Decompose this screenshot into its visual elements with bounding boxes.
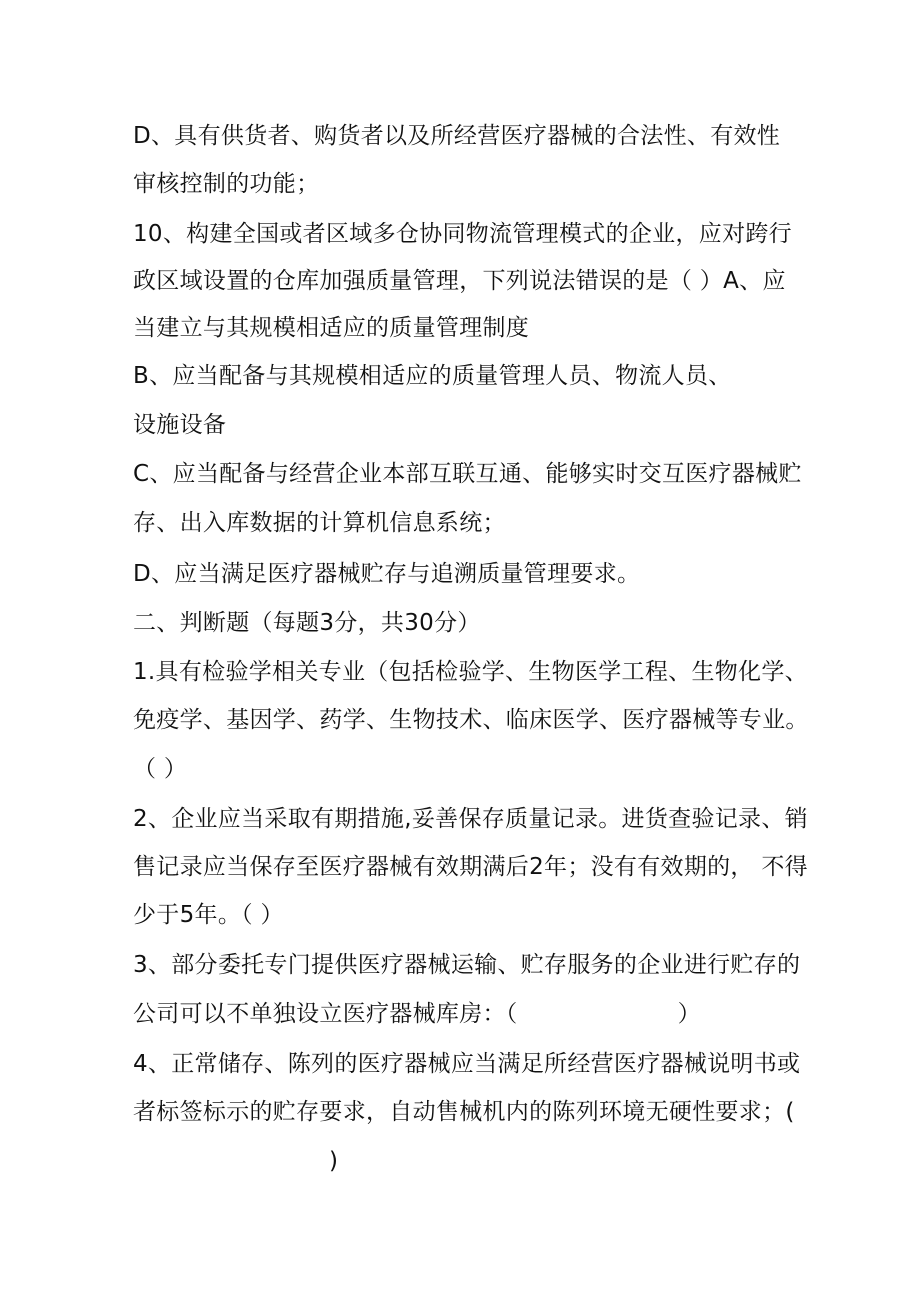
text-line: 2、企业应当采取有期措施,妥善保存质量记录。进货查验记录、销	[133, 806, 808, 832]
text-line: 当建立与其规模相适应的质量管理制度	[133, 315, 530, 341]
text-line: 免疫学、基因学、药学、生物技术、临床医学、医疗器械等专业。	[133, 707, 809, 733]
answer-blank-close: )	[329, 1148, 339, 1174]
text-line: 售记录应当保存至医疗器械有效期满后2年；没有有效期的， 不得	[133, 854, 808, 880]
text-line: 审核控制的功能；	[133, 171, 320, 197]
text-line: 设施设备	[133, 412, 227, 438]
text-line: D、应当满足医疗器械贮存与追溯质量管理要求。	[133, 561, 641, 587]
answer-blank: （ ）	[133, 756, 188, 782]
text-line: 10、构建全国或者区域多仓协同物流管理模式的企业，应对跨行	[133, 221, 792, 247]
text-line: B、应当配备与其规模相适应的质量管理人员、物流人员、	[133, 363, 732, 389]
text-line: 1.具有检验学相关专业（包括检验学、生物医学工程、生物化学、	[133, 659, 808, 685]
text-line	[133, 999, 701, 1029]
text-line: D、具有供货者、购货者以及所经营医疗器械的合法性、有效性	[133, 123, 781, 149]
text-line	[133, 1146, 338, 1176]
answer-blank-close: ）	[677, 1001, 701, 1027]
text-line: 者标签标示的贮存要求，自动售械机内的陈列环境无硬性要求；(	[133, 1099, 795, 1125]
text-line: 存、出入库数据的计算机信息系统；	[133, 510, 506, 536]
text-line: C、应当配备与经营企业本部互联互通、能够实时交互医疗器械贮	[133, 461, 802, 487]
text-line: 3、部分委托专门提供医疗器械运输、贮存服务的企业进行贮存的	[133, 952, 801, 978]
text-line: 少于5年。（ ）	[133, 902, 284, 928]
question-text: 公司可以不单独设立医疗器械库房：（	[133, 1001, 518, 1027]
section-heading: 二、判断题（每题3分，共30分）	[133, 610, 481, 636]
text-line: 4、正常储存、陈列的医疗器械应当满足所经营医疗器械说明书或	[133, 1051, 801, 1077]
text-line: 政区域设置的仓库加强质量管理，下列说法错误的是（ ）A、应	[133, 268, 786, 294]
